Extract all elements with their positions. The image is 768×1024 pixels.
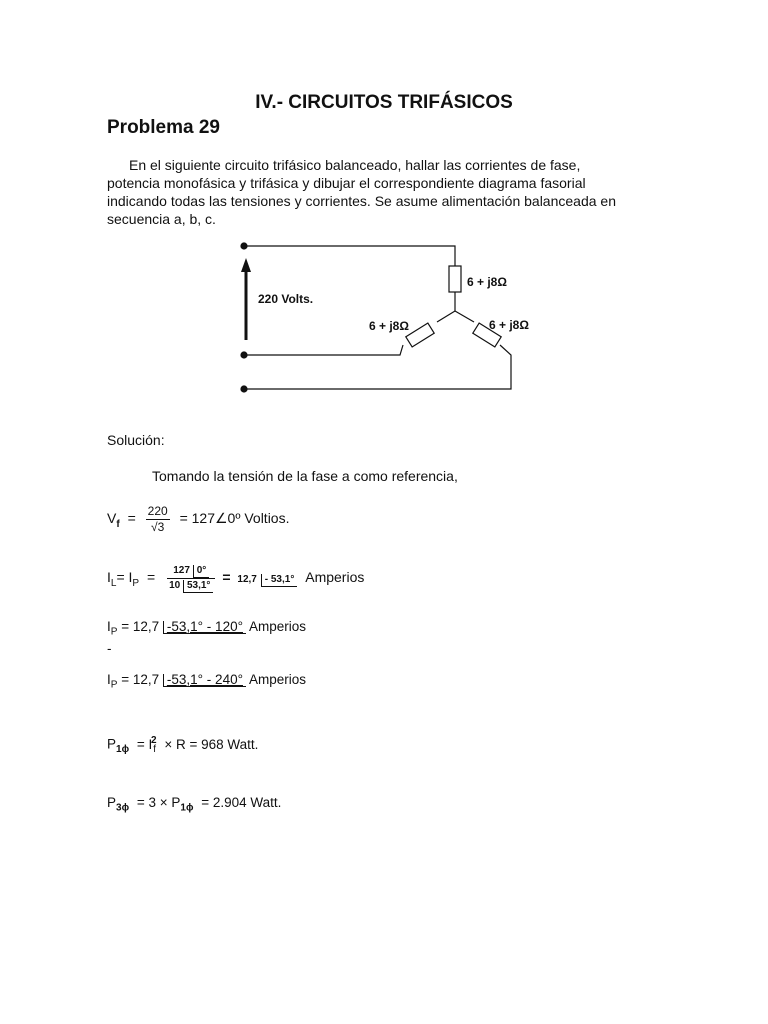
vf-subscript: f (116, 519, 120, 530)
equation-p3 (107, 795, 281, 814)
statement-line: secuencia a, b, c. (107, 211, 216, 227)
vf-fraction (146, 504, 170, 535)
ic-unit: Amperios (249, 672, 307, 687)
equation-vf (107, 504, 289, 535)
il-subscript: L (110, 578, 117, 589)
il-unit: Amperios (305, 569, 365, 586)
impedance-left-label: 6 + j8Ω (369, 319, 409, 333)
wire-top (244, 246, 455, 266)
ic-angle: -53,1° - 240° (163, 674, 246, 687)
il-result-magnitude: 12,7 (237, 574, 257, 586)
impedance-top-label: 6 + j8Ω (467, 275, 507, 289)
if-subscript: f (153, 744, 157, 756)
ic-subscript: P (110, 679, 118, 691)
circuit-diagram (0, 0, 768, 420)
p1-result: × R = 968 Watt. (164, 736, 259, 752)
wire-right-out (244, 345, 511, 389)
p1-symbol: P (107, 736, 117, 752)
p1-subscript: 1ϕ (116, 744, 130, 756)
vf-numerator: 220 (147, 504, 168, 518)
ib-symbol: I (107, 619, 111, 634)
ib-angle: -53,1° - 120° (163, 621, 246, 634)
voltage-arrow-head (241, 258, 251, 272)
statement-line: En el siguiente circuito trifásico balanceado, hallar las corrientes de fase, (129, 157, 581, 173)
solution-intro: Tomando la tensión de la fase a como referencia, (152, 468, 458, 484)
il-symbol: I (107, 569, 111, 586)
ip-subscript: P (132, 578, 140, 589)
vf-symbol: V (107, 510, 117, 527)
ib-value: = 12,7 (121, 619, 160, 634)
equation-p1 (107, 735, 258, 755)
wire-left-out (244, 345, 403, 355)
equation-ib (107, 619, 306, 638)
resistor-top (449, 266, 461, 292)
il-equals-ip: = I (116, 569, 133, 586)
ic-value: = 12,7 (121, 672, 160, 687)
p3-p1-subscript: 1ϕ (180, 802, 194, 814)
ib-unit: Amperios (249, 619, 307, 634)
il-result-angle: - 53,1° (261, 574, 298, 587)
solution-label: Solución: (107, 432, 165, 448)
impedance-right-label: 6 + j8Ω (489, 318, 529, 332)
resistor-left (406, 323, 434, 347)
problem-heading: Problema 29 (107, 117, 220, 138)
il-numerator: 127 0° (167, 564, 215, 579)
ic-symbol: I (107, 672, 111, 687)
statement-line: indicando todas las tensiones y corrientes. Se asume alimentación balanceada en (107, 193, 616, 209)
equation-ic (107, 672, 306, 691)
p3-equals: = 3 × P (136, 795, 181, 810)
voltage-label: 220 Volts. (258, 292, 314, 306)
vf-denominator: √3 (151, 520, 165, 534)
wire-node-right (455, 311, 474, 322)
if-superscript: 2 (151, 735, 157, 746)
dash-mark: - (107, 641, 112, 656)
vf-equals: = (127, 510, 136, 527)
p3-symbol: P (107, 795, 117, 810)
p1-equals: = I (136, 736, 153, 752)
vf-result: = 127∠0º Voltios. (179, 510, 290, 527)
equation-il (107, 564, 364, 593)
wire-node-left (437, 311, 455, 322)
il-result-equals: = (222, 569, 231, 586)
il-denominator: 10 53,1° (167, 579, 215, 593)
il-equals: = (146, 569, 156, 586)
p3-result: = 2.904 Watt. (201, 795, 282, 810)
statement-line: potencia monofásica y trifásica y dibujar el correspondiente diagrama fasorial (107, 175, 586, 191)
section-title: IV.- CIRCUITOS TRIFÁSICOS (255, 92, 513, 113)
ib-subscript: P (110, 626, 118, 638)
il-fraction (167, 564, 215, 593)
p3-subscript: 3ϕ (116, 802, 130, 814)
